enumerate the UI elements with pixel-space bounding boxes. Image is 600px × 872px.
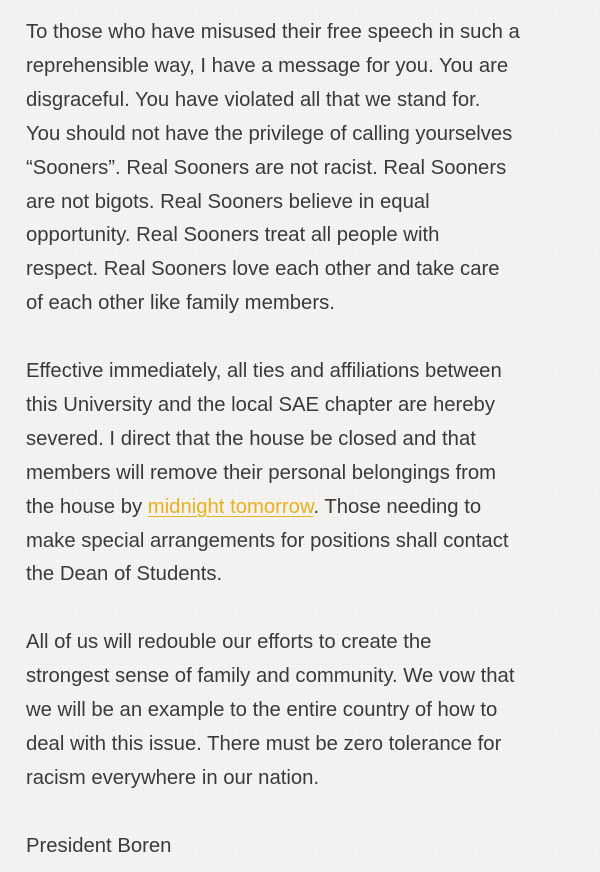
paragraph-severed-ties-text-start: Effective immediately, all ties and affiliations between this University and the local SAE chapter are hereby severed. I direct that the house be closed and that members will remove their personal belongings from the house by (26, 360, 502, 518)
paragraph-community-vow: All of us will redouble our efforts to create the strongest sense of family and community. We vow that we will be an example to the entire country of how to deal with this issue. There must be zero tolerance for racism everywhere in our nation. (26, 631, 515, 789)
midnight-tomorrow-link[interactable]: midnight tomorrow (147, 495, 314, 518)
signature: President Boren (26, 834, 172, 857)
paragraph-severed-ties-text-end: . Those needing to make special arrangements for positions shall contact the Dean of Students. (26, 495, 509, 586)
letter-body (26, 16, 586, 864)
paragraph-condemnation: To those who have misused their free speech in such a reprehensible way, I have a message for you. You are disgraceful. You have violated all that we stand for. You should not have the privilege of calling yourselves “Sooners”. Real Sooners are not racist. Real Sooners are not bigots. Real Sooners believe in equal opportunity. Real Sooners treat all people with respect. Real Sooners love each other and take care of each other like family members. (26, 21, 520, 315)
paragraph-severed-ties (26, 355, 586, 592)
